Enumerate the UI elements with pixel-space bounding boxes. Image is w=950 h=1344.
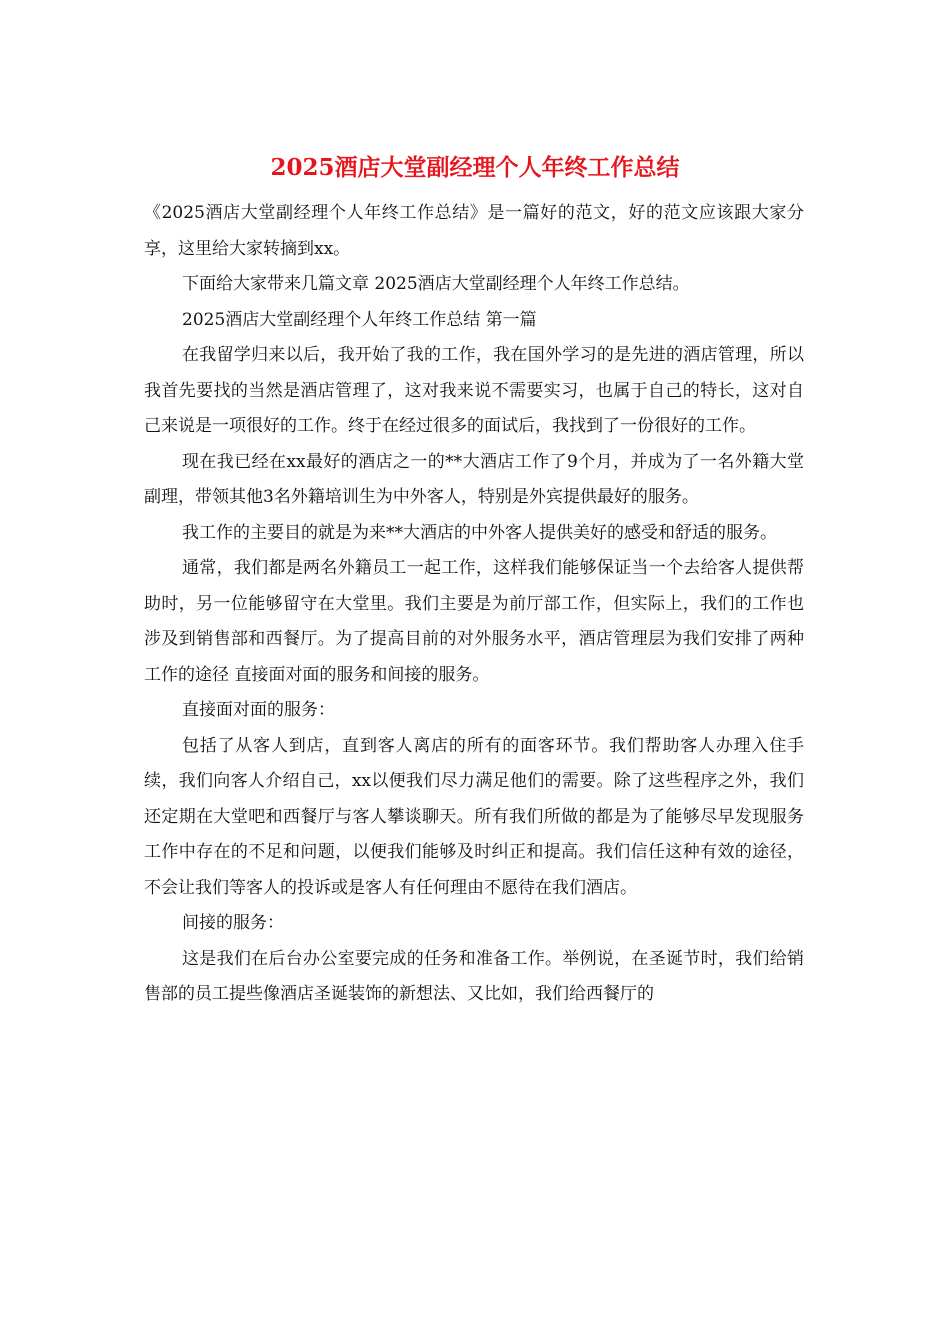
document-body xyxy=(144,196,804,1013)
paragraph: 包括了从客人到店，直到客人离店的所有的面客环节。我们帮助客人办理入住手续，我们向客人介绍自己，xx以便我们尽力满足他们的需要。除了这些程序之外，我们还定期在大堂吧和西餐厅与客人攀谈聊天。所有我们所做的都是为了能够尽早发现服务工作中存在的不足和问题，以便我们能够及时纠正和提高。我们信任这种有效的途径，不会让我们等客人的投诉或是客人有任何理由不愿待在我们酒店。 xyxy=(144,735,804,898)
document-title: 2025酒店大堂副经理个人年终工作总结 xyxy=(270,154,680,181)
section-heading-first: 2025酒店大堂副经理个人年终工作总结 第一篇 xyxy=(182,309,537,330)
subheading-indirect-service: 间接的服务： xyxy=(182,913,284,933)
paragraph: 这是我们在后台办公室要完成的任务和准备工作。举例说，在圣诞节时，我们给销售部的员工提些像酒店圣诞装饰的新想法、又比如，我们给西餐厅的 xyxy=(144,948,804,1004)
paragraph: 我工作的主要目的就是为来**大酒店的中外客人提供美好的感受和舒适的服务。 xyxy=(182,522,777,543)
subheading-direct-service: 直接面对面的服务： xyxy=(182,700,335,720)
paragraph-lead-in: 下面给大家带来几篇文章 2025酒店大堂副经理个人年终工作总结。 xyxy=(182,274,690,294)
paragraph: 通常，我们都是两名外籍员工一起工作，这样我们能够保证当一个去给客人提供帮助时，另一位能够留守在大堂里。我们主要是为前厅部工作，但实际上，我们的工作也涉及到销售部和西餐厅。为了提高目前的对外服务水平，酒店管理层为我们安排了两种工作的途径 直接面对面的服务和间接的服务。 xyxy=(144,558,804,685)
paragraph: 在我留学归来以后，我开始了我的工作，我在国外学习的是先进的酒店管理，所以我首先要找的当然是酒店管理了，这对我来说不需要实习，也属于自己的特长，这对自己来说是一项很好的工作。终于在经过很多的面试后，我找到了一份很好的工作。 xyxy=(144,345,804,436)
paragraph: 现在我已经在xx最好的酒店之一的**大酒店工作了9个月，并成为了一名外籍大堂副理，带领其他3名外籍培训生为中外客人，特别是外宾提供最好的服务。 xyxy=(144,451,804,507)
paragraph-intro: 《2025酒店大堂副经理个人年终工作总结》是一篇好的范文，好的范文应该跟大家分享，这里给大家转摘到xx。 xyxy=(144,203,804,259)
